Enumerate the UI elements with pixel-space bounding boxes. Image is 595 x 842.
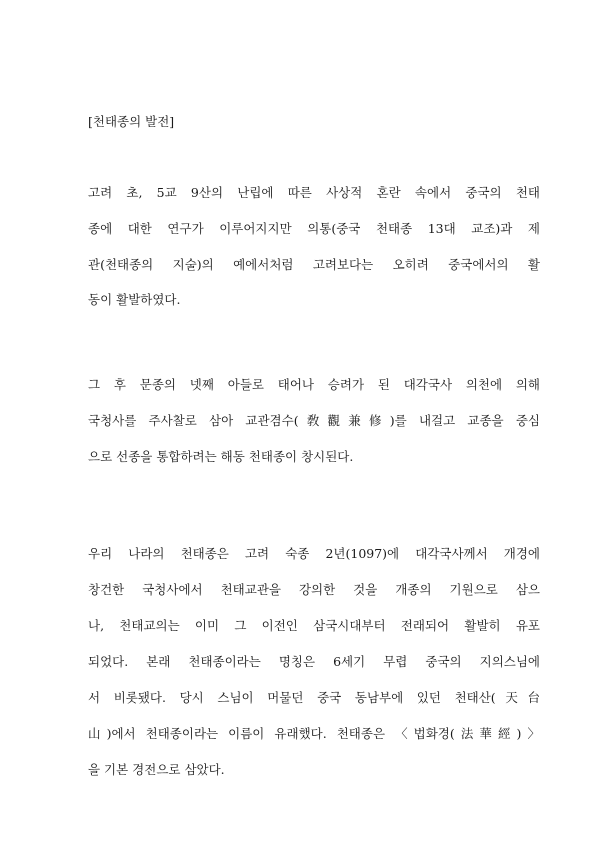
paragraph-2-line-2: 국청사를 주사찰로 삼아 교관겸수(敎觀兼修)를 내걸고 교종을 중심 — [88, 413, 540, 428]
paragraph-2-line-1: 그 후 문종의 넷째 아들로 태어나 승려가 된 대각국사 의천에 의해 — [88, 377, 540, 392]
paragraph-3-line-2: 창건한 국청사에서 천태교관을 강의한 것을 개종의 기원으로 삼으 — [88, 582, 540, 597]
paragraph-3-line-1: 우리 나라의 천태종은 고려 숙종 2년(1097)에 대각국사께서 개경에 — [88, 546, 540, 561]
paragraph-1-line-3: 관(천태종의 지술)의 예에서처럼 고려보다는 오히려 중국에서의 활 — [88, 257, 540, 272]
paragraph-3-line-7: 을 기본 경전으로 삼았다. — [88, 762, 225, 777]
section-heading: [천태종의 발전] — [88, 114, 175, 129]
paragraph-3-line-5: 서 비롯됐다. 당시 스님이 머물던 중국 동남부에 있던 천태산(天台 — [88, 690, 540, 705]
paragraph-3-line-4: 되었다. 본래 천태종이라는 명칭은 6세기 무렵 중국의 지의스님에 — [88, 654, 540, 669]
paragraph-1-line-1: 고려 초, 5교 9산의 난립에 따른 사상적 혼란 속에서 중국의 천태 — [88, 185, 540, 200]
paragraph-2-line-3: 으로 선종을 통합하려는 해동 천태종이 창시된다. — [88, 449, 354, 464]
paragraph-3-line-6: 山)에서 천태종이라는 이름이 유래했다. 천태종은 〈법화경(法華經)〉 — [88, 726, 540, 741]
paragraph-1-line-4: 동이 활발하였다. — [88, 292, 181, 307]
paragraph-1-line-2: 종에 대한 연구가 이루어지지만 의통(중국 천태종 13대 교조)과 제 — [88, 221, 540, 236]
paragraph-3-line-3: 나, 천태교의는 이미 그 이전인 삼국시대부터 전래되어 활발히 유포 — [88, 618, 540, 633]
